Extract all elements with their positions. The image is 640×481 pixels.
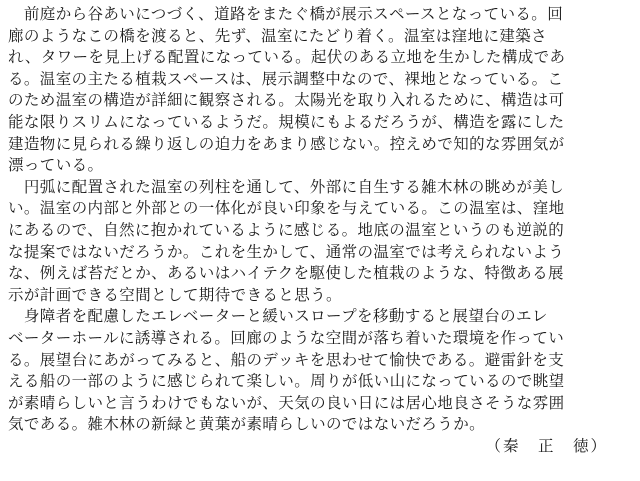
paragraph-1-line-7: 建造物に見られる繰り返しの迫力をあまり感じない。控えめで知的な雰囲気が bbox=[8, 134, 565, 153]
paragraph-3-line-1: 身障者を配慮したエレベーターと緩いスロープを移動すると展望台のエレ bbox=[8, 307, 548, 326]
paragraph-2-line-5: な、例えば苔だとか、あるいはハイテクを駆使した植栽のような、特徴ある展 bbox=[8, 264, 564, 283]
paragraph-1-line-8: 漂っている。 bbox=[8, 156, 104, 175]
paragraph-1-line-5: のため温室の構造が詳細に観察される。太陽光を取り入れるために、構造は可 bbox=[8, 91, 565, 110]
paragraph-1 bbox=[8, 4, 632, 177]
author-signature: （秦 正 徳） bbox=[485, 436, 608, 455]
paragraph-2-line-1: 円弧に配置された温室の列柱を通して、外部に自生する雑木林の眺めが美し bbox=[8, 177, 565, 196]
paragraph-3-line-6: 気である。雑木林の新緑と黄葉が素晴らしいのではないだろうか。 bbox=[8, 415, 486, 434]
paragraph-2 bbox=[8, 177, 632, 307]
paragraph-3-line-5: が素晴らしいと言うわけでもないが、天気の良い日には居心地良さそうな雰囲 bbox=[8, 393, 565, 412]
paragraph-3-line-2: ベーターホールに誘導される。回廊のような空間が落ち着いた環境を作ってい bbox=[8, 328, 565, 347]
paragraph-2-line-2: い。温室の内部と外部との一体化が良い印象を与えている。この温室は、窪地 bbox=[8, 199, 565, 218]
paragraph-1-line-3: れ、タワーを見上げる配置になっている。起伏のある立地を生かした構成であ bbox=[8, 48, 566, 67]
paragraph-3 bbox=[8, 306, 632, 436]
paragraph-3-line-3: る。展望台にあがってみると、船のデッキを思わせて愉快である。避雷針を支 bbox=[8, 350, 565, 369]
paragraph-2-line-4: な提案ではないだろうか。これを生かして、通常の温室では考えられないよう bbox=[8, 242, 565, 261]
article bbox=[8, 4, 632, 457]
paragraph-1-line-4: る。温室の主たる植栽スペースは、展示調整中なので、裸地となっている。こ bbox=[8, 69, 564, 88]
paragraph-2-line-6: 示が計画できる空間として期待できると思う。 bbox=[8, 285, 342, 304]
paragraph-3-line-4: える船の一部のように感じられて楽しい。周りが低い山になっているので眺望 bbox=[8, 372, 565, 391]
paragraph-1-line-1: 前庭から谷あいにつづく、道路をまたぐ橋が展示スペースとなっている。回 bbox=[8, 5, 564, 23]
paragraph-2-line-3: にあるので、自然に抱かれているように感じる。地底の温室というのも逆説的 bbox=[8, 220, 565, 239]
paragraph-1-line-2: 廊のようなこの橋を渡ると、先ず、温室にたどり着く。温室は窪地に建築さ bbox=[8, 26, 548, 45]
paragraph-1-line-6: 能な限りスリムになっているようだ。規模にもよるだろうが、構造を露にした bbox=[8, 112, 565, 131]
